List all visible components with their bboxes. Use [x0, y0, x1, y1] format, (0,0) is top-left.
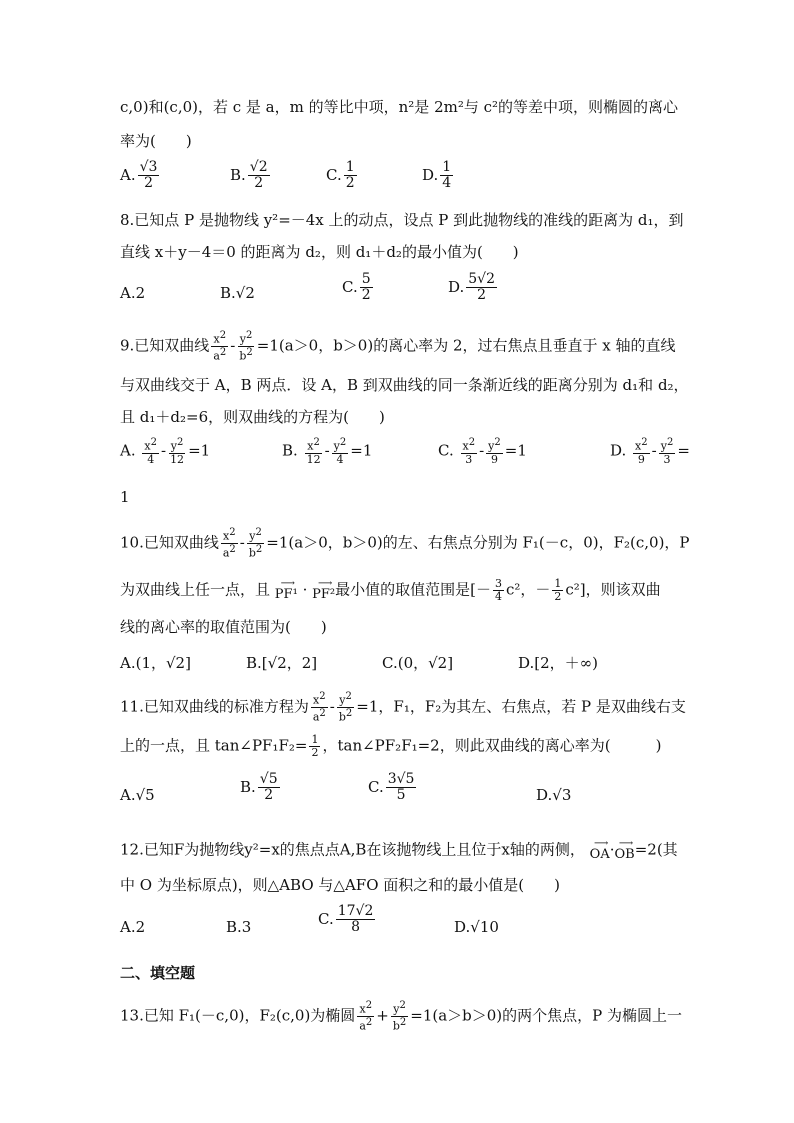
q9-line-1: 9.已知双曲线 $\frac{x^2}{a^2}$ - $\frac{y^2}{b^2}$ =1(a＞0，b＞0)的离心率为 2，过右焦点且垂直于 x 轴的直线 [120, 330, 676, 363]
q11-line-2: 上的一点，且 tan∠PF₁F₂= $\frac{1}{2}$ ，tan∠PF₂F₁=2，则此双曲线的离心率为( ) [120, 733, 662, 760]
q10-line-2: 为双曲线上任一点，且 ⟶ PF¹ · ⟶ PF² 最小值的取值范围是[－ $\frac{3}{4}$ c²，－ $\frac{1}{2}$ c²]，则该双曲 [120, 577, 661, 604]
vector-ob: ⟶ OB [614, 838, 635, 862]
q12-options [120, 904, 700, 944]
q8-options [120, 272, 700, 312]
q7-option-b[interactable]: B. $\frac{√2}{2}$ [230, 159, 268, 192]
q12-option-c[interactable]: C. $\frac{17√2}{8}$ [318, 903, 374, 936]
q7-option-a[interactable]: A. $\frac{√3}{2}$ [120, 159, 158, 192]
q7-line-1: c,0)和(c,0)，若 c 是 a，m 的等比中项，n²是 2m²与 c²的等差中项，则椭圆的离心 [120, 98, 679, 116]
q8-option-c[interactable]: C. $\frac{5}{2}$ [342, 271, 371, 304]
q10-option-c[interactable]: C.(0，√2] [382, 654, 454, 672]
q8-option-a[interactable]: A.2 [120, 284, 146, 302]
q11-option-c[interactable]: C. $\frac{3√5}{5}$ [368, 771, 415, 804]
q7-option-d[interactable]: D. $\frac{1}{4}$ [422, 159, 452, 192]
section-heading: 二、填空题 [120, 964, 196, 982]
q10-option-b[interactable]: B.[√2，2] [246, 654, 318, 672]
q8-option-d[interactable]: D. $\frac{5√2}{2}$ [448, 271, 496, 304]
q9-option-a[interactable]: A. $\frac{x^2}{4}$ - $\frac{y^2}{12}$ =1 [120, 437, 211, 466]
q13-line-1: 13.已知 F₁(－c,0)，F₂(c,0)为椭圆 $\frac{x^2}{a^2}$ + $\frac{y^2}{b^2}$ =1(a＞b＞0)的两个焦点，P 为椭圆上一 [120, 1000, 683, 1033]
q10-line-1: 10.已知双曲线 $\frac{x^2}{a^2}$ - $\frac{y^2}{b^2}$ =1(a＞0，b＞0)的左、右焦点分别为 F₁(－c，0)，F₂(c,0)，P [120, 527, 690, 560]
q12-line-1: 12.已知F为抛物线y²=x的焦点点A,B在该抛物线上且位于x轴的两侧， ⟶ OA · ⟶ OB =2(其 [120, 838, 678, 862]
q7-options [120, 160, 700, 200]
q12-line-2: 中 O 为坐标原点)，则△ABO 与△AFO 面积之和的最小值是( ) [120, 876, 560, 894]
q9-wrap: 1 [120, 488, 130, 506]
q11-line-1: 11.已知双曲线的标准方程为 $\frac{x^2}{a^2}$ - $\frac{y^2}{b^2}$ =1，F₁，F₂为其左、右焦点，若 P 是双曲线右支 [120, 691, 686, 724]
q9-option-d[interactable]: D. $\frac{x^2}{9}$ - $\frac{y^2}{3}$ = [610, 437, 690, 466]
q8-option-b[interactable]: B.√2 [220, 284, 255, 302]
q9-line-2: 与双曲线交于 A，B 两点．设 A，B 到双曲线的同一条渐近线的距离分别为 d₁和 d₂， [120, 376, 689, 394]
q7-option-c[interactable]: C. $\frac{1}{2}$ [326, 159, 355, 192]
q12-option-d[interactable]: D.√10 [454, 918, 499, 936]
q7-line-2: 率为( ) [120, 132, 192, 150]
q11-option-d[interactable]: D.√3 [536, 786, 572, 804]
q12-option-a[interactable]: A.2 [120, 918, 146, 936]
vector-pf2: ⟶ PF² [312, 578, 336, 603]
q9-option-c[interactable]: C. $\frac{x^2}{3}$ - $\frac{y^2}{9}$ =1 [438, 437, 527, 466]
q8-line-1: 8.已知点 P 是抛物线 y²=－4x 上的动点，设点 P 到此抛物线的准线的距离为 d₁，到 [120, 211, 684, 229]
q9-line-3: 且 d₁＋d₂=6，则双曲线的方程为( ) [120, 408, 385, 426]
q12-option-b[interactable]: B.3 [226, 918, 252, 936]
q11-options [120, 772, 700, 812]
q9-options [120, 437, 700, 477]
vector-oa: ⟶ OA [589, 838, 610, 862]
q10-option-d[interactable]: D.[2，＋∞) [518, 654, 599, 672]
vector-pf1: ⟶ PF¹ [274, 578, 298, 603]
q11-option-a[interactable]: A.√5 [120, 786, 155, 804]
q10-options [120, 652, 700, 692]
q10-line-3: 线的离心率的取值范围为( ) [120, 618, 327, 636]
q8-line-2: 直线 x＋y－4＝0 的距离为 d₂，则 d₁＋d₂的最小值为( ) [120, 243, 519, 261]
q10-option-a[interactable]: A.(1，√2] [120, 654, 191, 672]
q9-option-b[interactable]: B. $\frac{x^2}{12}$ - $\frac{y^2}{4}$ =1 [282, 437, 373, 466]
q11-option-b[interactable]: B. $\frac{√5}{2}$ [240, 771, 278, 804]
